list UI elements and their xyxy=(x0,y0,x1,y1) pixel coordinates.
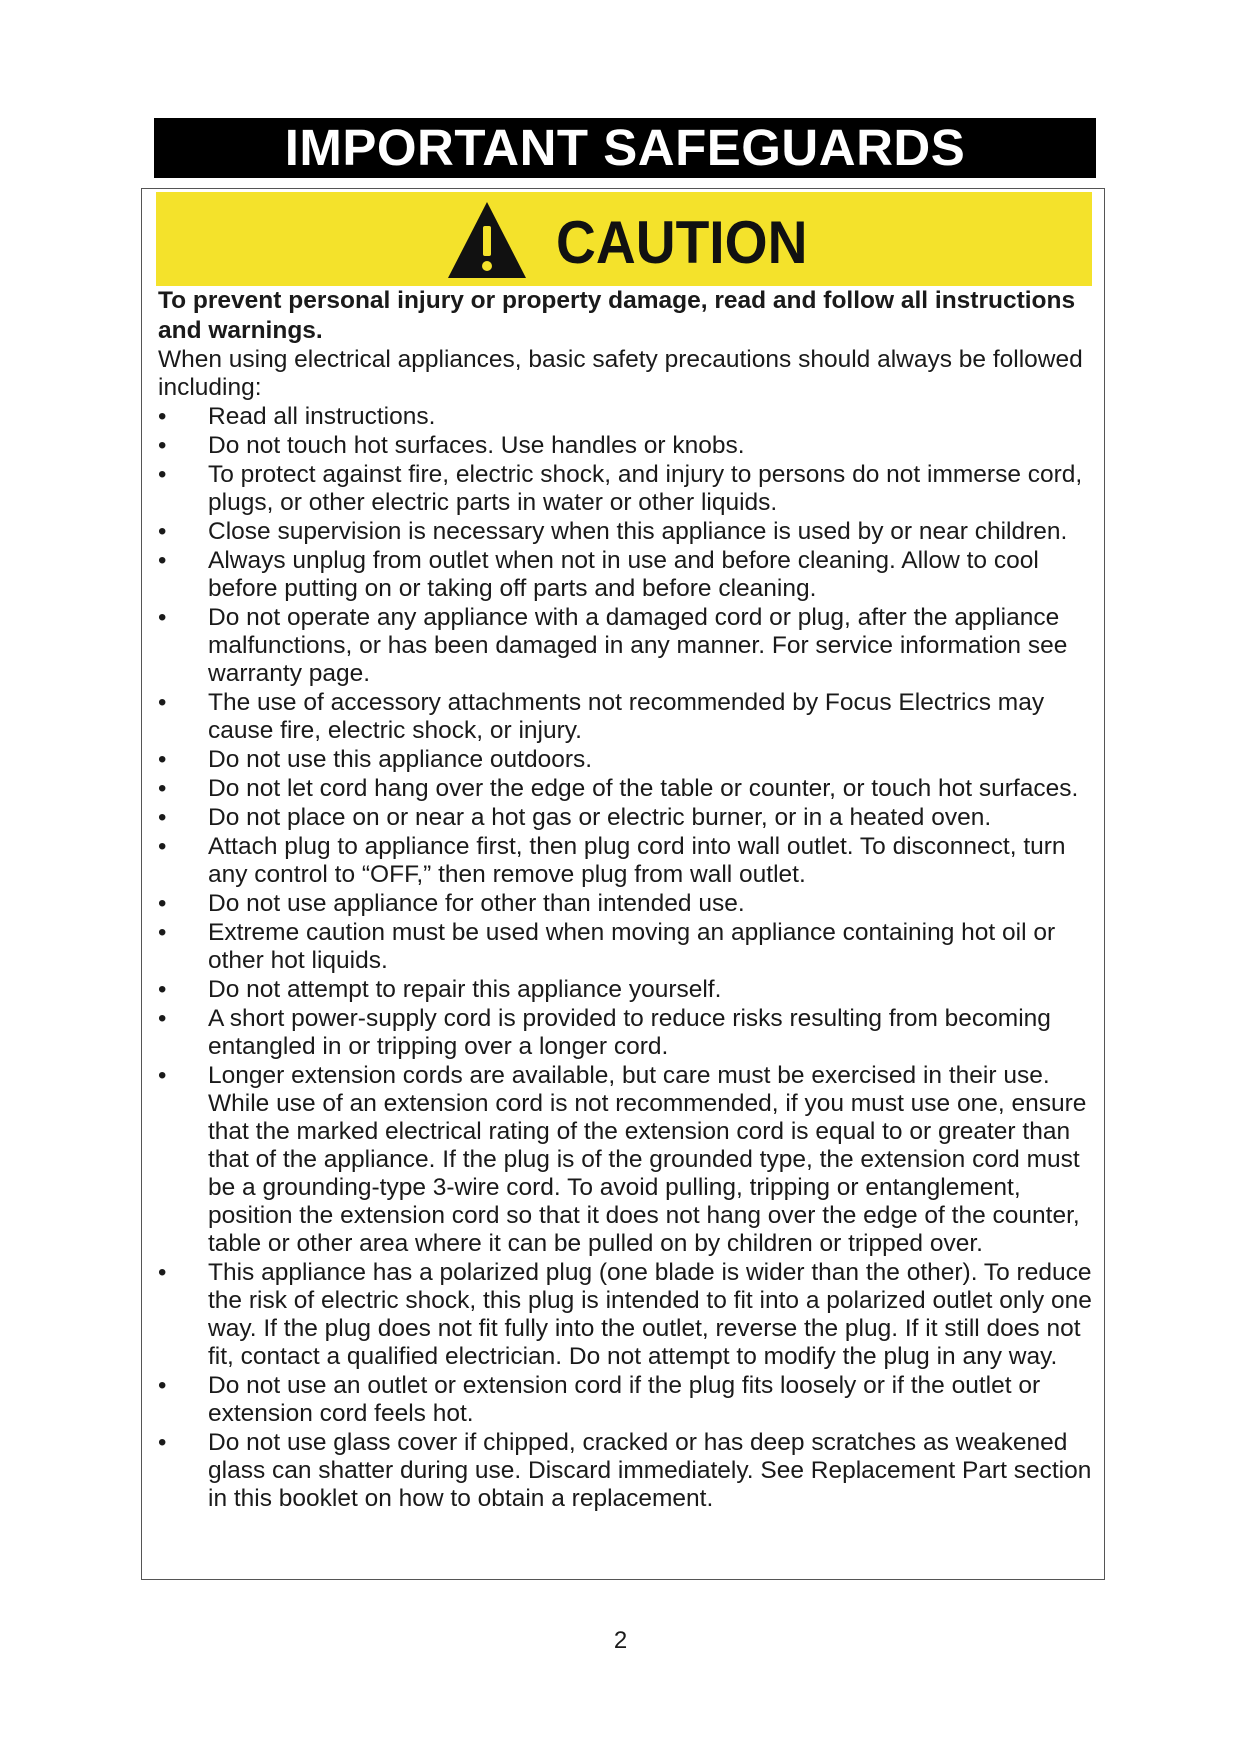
list-item: • Close supervision is necessary when this appliance is used by or near children. xyxy=(158,518,1103,546)
list-item: • Do not use appliance for other than intended use. xyxy=(158,890,1103,918)
warning-triangle-icon xyxy=(446,200,528,285)
intro-text: When using electrical appliances, basic safety precautions should always be followed including: xyxy=(158,346,1083,401)
list-item: • Do not use an outlet or extension cord if the plug fits loosely or if the outlet or extension cord feels hot. xyxy=(158,1372,1103,1428)
list-item: • To protect against fire, electric shock, and injury to persons do not immerse cord, plugs, or other electric parts in water or other liquids. xyxy=(158,461,1103,517)
caution-label: CAUTION xyxy=(556,208,808,276)
list-item: • Do not place on or near a hot gas or electric burner, or in a heated oven. xyxy=(158,804,1103,832)
list-item: • Extreme caution must be used when moving an appliance containing hot oil or other hot liquids. xyxy=(158,919,1103,975)
list-item: • Do not use glass cover if chipped, cracked or has deep scratches as weakened glass can shatter during use. Discard immediately. See Replacement Part section in this booklet on how to obtain a replacement. xyxy=(158,1429,1103,1513)
list-item: • Read all instructions. xyxy=(158,403,1103,431)
list-item: • Always unplug from outlet when not in use and before cleaning. Allow to cool before putting on or taking off parts and before cleaning. xyxy=(158,547,1103,603)
intro-bold: To prevent personal injury or property damage, read and follow all instructions and warnings. xyxy=(158,287,1076,344)
list-item: • Do not let cord hang over the edge of the table or counter, or touch hot surfaces. xyxy=(158,775,1103,803)
list-item: • Longer extension cords are available, but care must be exercised in their use. While use of an extension cord is not recommended, if you must use one, ensure that the marked electrical rating of the extension cord is equal to or greater than that of the appliance. If the plug is of the grounded type, the extension cord must be a grounding-type 3-wire cord. To avoid pulling, tripping or entanglement, position the extension cord so that it does not hang over the edge of the counter, table or other area where it can be pulled on by children or tripped over. xyxy=(158,1062,1103,1258)
list-item: • Do not touch hot surfaces. Use handles or knobs. xyxy=(158,432,1103,460)
page-title: IMPORTANT SAFEGUARDS xyxy=(154,118,1096,178)
list-item: • The use of accessory attachments not recommended by Focus Electrics may cause fire, electric shock, or injury. xyxy=(158,689,1103,745)
list-item: • Do not use this appliance outdoors. xyxy=(158,746,1103,774)
page-number: 2 xyxy=(613,1627,628,1654)
list-item: • A short power-supply cord is provided to reduce risks resulting from becoming entangled in or tripping over a longer cord. xyxy=(158,1005,1103,1061)
safeguards-box xyxy=(141,188,1105,1580)
list-item: • Attach plug to appliance first, then plug cord into wall outlet. To disconnect, turn any control to “OFF,” then remove plug from wall outlet. xyxy=(158,833,1103,889)
safeguard-list xyxy=(158,403,1103,1513)
list-item: • Do not operate any appliance with a damaged cord or plug, after the appliance malfunctions, or has been damaged in any manner. For service information see warranty page. xyxy=(158,604,1103,688)
safeguards-content xyxy=(158,286,1103,1513)
list-item: • This appliance has a polarized plug (one blade is wider than the other). To reduce the risk of electric shock, this plug is intended to fit into a polarized outlet only one way. If the plug does not fit fully into the outlet, reverse the plug. If it still does not fit, contact a qualified electrician. Do not attempt to modify the plug in any way. xyxy=(158,1259,1103,1371)
list-item: • Do not attempt to repair this appliance yourself. xyxy=(158,976,1103,1004)
caution-banner xyxy=(156,192,1092,286)
